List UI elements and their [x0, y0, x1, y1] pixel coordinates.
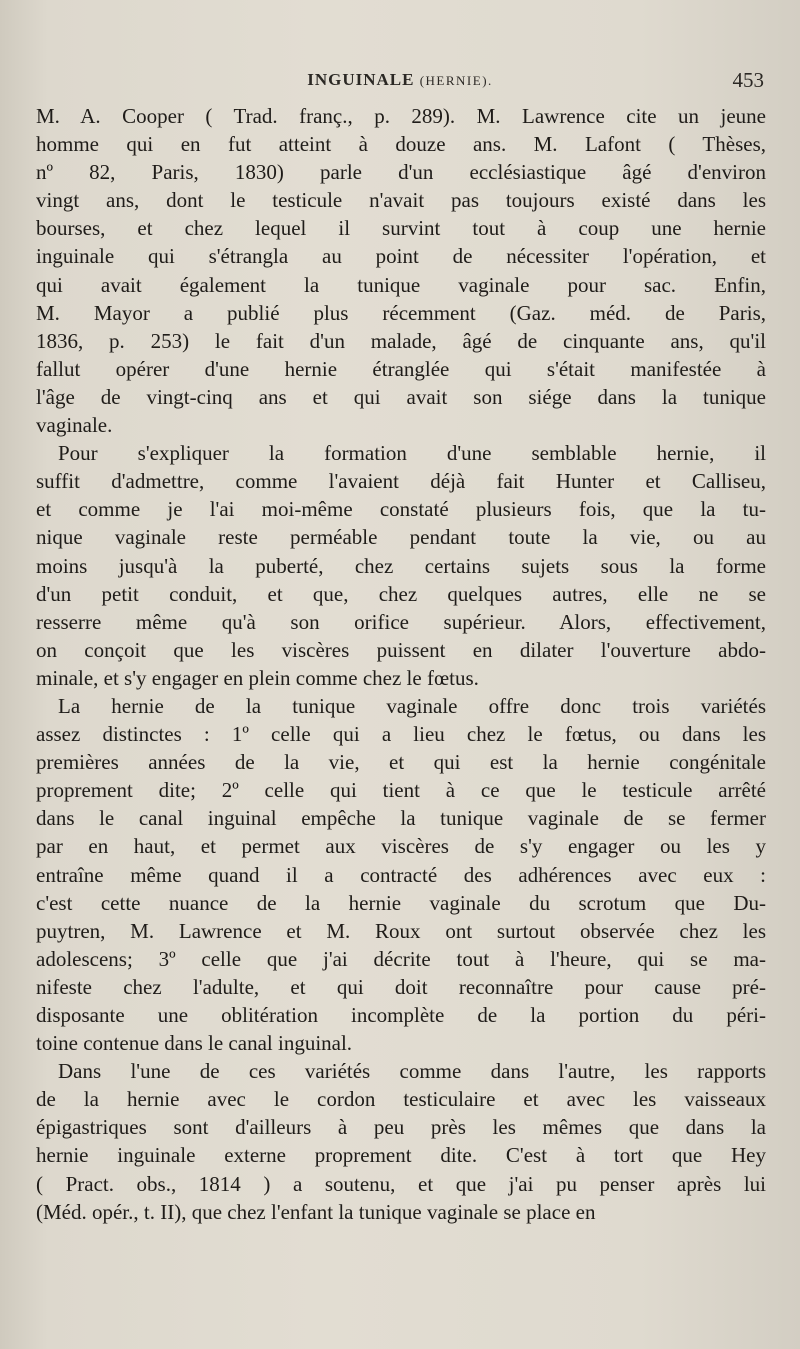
text-line: hernie inguinale externe proprement dite. C'est à tort que Hey — [36, 1143, 766, 1168]
text-line: disposante une oblitération incomplète de la portion du péri- — [36, 1003, 766, 1027]
text-line: Pour s'expliquer la formation d'une semblable hernie, il — [58, 441, 766, 466]
text-line: on conçoit que les viscères puissent en dilater l'ouverture abdo- — [36, 637, 766, 662]
text-line: par en haut, et permet aux viscères de s'y engager ou les y — [36, 834, 766, 859]
page-number: 453 — [732, 68, 764, 92]
text-line: bourses, et chez lequel il survint tout à coup une hernie — [36, 216, 766, 241]
text-line: moins jusqu'à la puberté, chez certains sujets sous la forme — [36, 553, 766, 578]
text-line: M. Mayor a publié plus récemment (Gaz. méd. de Paris, — [36, 300, 766, 325]
text-line: Dans l'une de ces variétés comme dans l'autre, les rapports — [58, 1059, 766, 1084]
text-line: resserre même qu'à son orifice supérieur. Alors, effectivement, — [36, 609, 766, 634]
text-line: de la hernie avec le cordon testiculaire et avec les vaisseaux — [36, 1087, 766, 1112]
paragraph — [36, 1057, 766, 1226]
text-line: adolescens; 3º celle que j'ai décrite tout à l'heure, qui se ma- — [36, 946, 766, 971]
text-line: fallut opérer d'une hernie étranglée qui s'était manifestée à — [36, 356, 766, 381]
text-line: suffit d'admettre, comme l'avaient déjà fait Hunter et Calliseu, — [36, 469, 766, 494]
text-line: vingt ans, dont le testicule n'avait pas toujours existé dans les — [36, 188, 766, 213]
text-line: inguinale qui s'étrangla au point de nécessiter l'opération, et — [36, 244, 766, 269]
paragraph — [36, 102, 766, 439]
running-subtitle: (HERNIE). — [419, 73, 493, 88]
running-title: INGUINALE — [307, 70, 415, 89]
text-line: nique vaginale reste perméable pendant toute la vie, ou au — [36, 525, 766, 550]
text-line: toine contenue dans le canal inguinal. — [36, 1031, 353, 1056]
text-line: c'est cette nuance de la hernie vaginale du scrotum que Du- — [36, 890, 766, 915]
running-head — [36, 70, 764, 90]
text-line: La hernie de la tunique vaginale offre donc trois variétés — [58, 693, 766, 718]
text-line: qui avait également la tunique vaginale pour sac. Enfin, — [36, 272, 766, 297]
text-line: nº 82, Paris, 1830) parle d'un ecclésiastique âgé d'environ — [36, 160, 766, 185]
paragraph — [36, 692, 766, 1057]
body-text — [36, 102, 766, 1226]
text-line: proprement dite; 2º celle qui tient à ce que le testicule arrêté — [36, 778, 766, 803]
text-line: dans le canal inguinal empêche la tunique vaginale de se fermer — [36, 806, 766, 831]
page-header — [36, 70, 764, 100]
text-line: assez distinctes : 1º celle qui a lieu chez le fœtus, ou dans les — [36, 722, 766, 747]
text-line: 1836, p. 253) le fait d'un malade, âgé de cinquante ans, qu'il — [36, 328, 766, 353]
text-line: d'un petit conduit, et que, chez quelques autres, elle ne se — [36, 581, 766, 606]
text-line: nifeste chez l'adulte, et qui doit reconnaître pour cause pré- — [36, 974, 766, 999]
text-line: homme qui en fut atteint à douze ans. M. Lafont ( Thèses, — [36, 132, 766, 157]
text-line: premières années de la vie, et qui est la hernie congénitale — [36, 750, 766, 775]
paragraph — [36, 439, 766, 692]
text-line: ( Pract. obs., 1814 ) a soutenu, et que j'ai pu penser après lui — [36, 1171, 766, 1196]
text-line: et comme je l'ai moi-même constaté plusieurs fois, que la tu- — [36, 497, 766, 522]
text-line: entraîne même quand il a contracté des adhérences avec eux : — [36, 862, 766, 887]
text-line: épigastriques sont d'ailleurs à peu près les mêmes que dans la — [36, 1115, 766, 1140]
text-line: l'âge de vingt-cinq ans et qui avait son siége dans la tunique — [36, 384, 766, 409]
text-line: (Méd. opér., t. II), que chez l'enfant la tunique vaginale se place en — [36, 1199, 596, 1224]
text-line: M. A. Cooper ( Trad. franç., p. 289). M. Lawrence cite un jeune — [36, 104, 766, 128]
text-line: minale, et s'y engager en plein comme chez le fœtus. — [36, 665, 479, 690]
text-line: vaginale. — [36, 413, 113, 438]
text-line: puytren, M. Lawrence et M. Roux ont surtout observée chez les — [36, 918, 766, 943]
